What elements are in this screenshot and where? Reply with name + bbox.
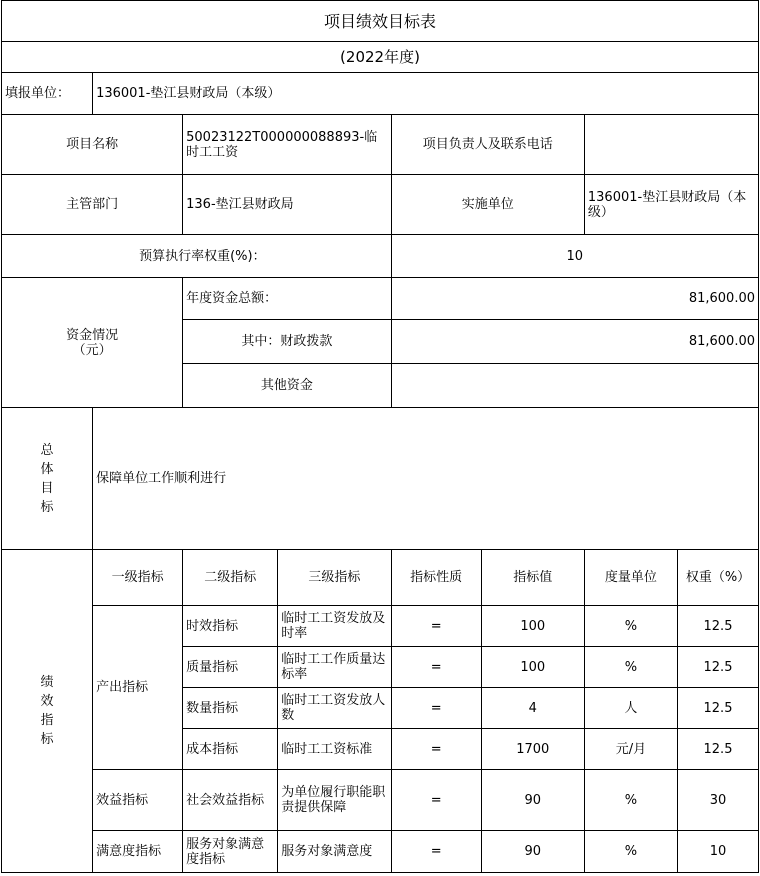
- nature-cell: =: [391, 647, 481, 688]
- unit-cell: %: [584, 606, 677, 647]
- perf-label: [2, 550, 93, 873]
- value-cell: 90: [481, 770, 584, 831]
- level2-cell: 质量指标: [183, 647, 278, 688]
- unit-cell: 元/月: [584, 729, 677, 770]
- funds-label-line1: 资金情况: [66, 327, 119, 343]
- level3-cell: 临时工工资发放人数: [278, 688, 391, 729]
- weight-cell: 12.5: [677, 647, 758, 688]
- nature-cell: =: [391, 770, 481, 831]
- header-unit: 度量单位: [584, 550, 677, 606]
- unit-cell: %: [584, 831, 677, 873]
- impl-value: 136001-垫江县财政局（本级）: [584, 175, 758, 235]
- weight-cell: 10: [677, 831, 758, 873]
- unit-cell: %: [584, 770, 677, 831]
- weight-cell: 12.5: [677, 688, 758, 729]
- value-cell: 100: [481, 647, 584, 688]
- funds-fiscal-label: 其中：财政拨款: [183, 320, 391, 364]
- project-contact-value: [584, 115, 758, 175]
- level3-cell: 为单位履行职能职责提供保障: [278, 770, 391, 831]
- table-row: [2, 606, 759, 647]
- level2-cell: 成本指标: [183, 729, 278, 770]
- unit-label: 填报单位：: [2, 73, 93, 115]
- weight-cell: 12.5: [677, 606, 758, 647]
- level2-cell: 服务对象满意度指标: [183, 831, 278, 873]
- project-name-label: 项目名称: [2, 115, 183, 175]
- funds-total-label: 年度资金总额：: [183, 278, 391, 320]
- dept-value: 136-垫江县财政局: [183, 175, 391, 235]
- level3-cell: 服务对象满意度: [278, 831, 391, 873]
- perf-label-char: 标: [40, 732, 54, 747]
- value-cell: 100: [481, 606, 584, 647]
- perf-label-char: 指: [40, 713, 54, 728]
- table-row: [2, 831, 759, 873]
- header-weight: 权重（%）: [677, 550, 758, 606]
- header-level2: 二级指标: [183, 550, 278, 606]
- budget-weight-label: 预算执行率权重(%)：: [2, 235, 392, 278]
- unit-cell: %: [584, 647, 677, 688]
- goal-label-char: 目: [40, 480, 54, 496]
- level1-output: 产出指标: [93, 606, 183, 770]
- goal-value: 保障单位工作顺利进行: [93, 408, 759, 550]
- impl-label: 实施单位: [391, 175, 584, 235]
- unit-cell: 人: [584, 688, 677, 729]
- level1-satisfaction: 满意度指标: [93, 831, 183, 873]
- funds-total-value: 81,600.00: [391, 278, 758, 320]
- level2-cell: 数量指标: [183, 688, 278, 729]
- performance-table: [1, 0, 759, 873]
- weight-cell: 30: [677, 770, 758, 831]
- budget-weight-value: 10: [391, 235, 758, 278]
- level2-cell: 社会效益指标: [183, 770, 278, 831]
- weight-cell: 12.5: [677, 729, 758, 770]
- nature-cell: =: [391, 688, 481, 729]
- funds-other-value: [391, 364, 758, 408]
- level1-benefit: 效益指标: [93, 770, 183, 831]
- project-name-value: 50023122T000000088893-临时工工资: [183, 115, 391, 175]
- funds-other-label: 其他资金: [183, 364, 391, 408]
- goal-label-char: 体: [40, 461, 54, 477]
- header-level3: 三级指标: [278, 550, 391, 606]
- value-cell: 90: [481, 831, 584, 873]
- goal-label-char: 总: [40, 442, 54, 458]
- value-cell: 1700: [481, 729, 584, 770]
- funds-fiscal-value: 81,600.00: [391, 320, 758, 364]
- header-value: 指标值: [481, 550, 584, 606]
- funds-label: [2, 278, 183, 408]
- level2-cell: 时效指标: [183, 606, 278, 647]
- header-nature: 指标性质: [391, 550, 481, 606]
- nature-cell: =: [391, 729, 481, 770]
- nature-cell: =: [391, 606, 481, 647]
- nature-cell: =: [391, 831, 481, 873]
- header-level1: 一级指标: [93, 550, 183, 606]
- unit-value: 136001-垫江县财政局（本级）: [93, 73, 759, 115]
- perf-label-char: 绩: [40, 675, 54, 690]
- year-label: (2022年度): [2, 42, 759, 73]
- level3-cell: 临时工工资标准: [278, 729, 391, 770]
- value-cell: 4: [481, 688, 584, 729]
- funds-label-line2: （元）: [72, 342, 112, 358]
- goal-label-char: 标: [40, 499, 54, 515]
- level3-cell: 临时工工作质量达标率: [278, 647, 391, 688]
- perf-label-char: 效: [40, 694, 54, 709]
- goal-label: [2, 408, 93, 550]
- table-row: [2, 770, 759, 831]
- project-contact-label: 项目负责人及联系电话: [391, 115, 584, 175]
- table-title: 项目绩效目标表: [2, 1, 759, 42]
- dept-label: 主管部门: [2, 175, 183, 235]
- level3-cell: 临时工工资发放及时率: [278, 606, 391, 647]
